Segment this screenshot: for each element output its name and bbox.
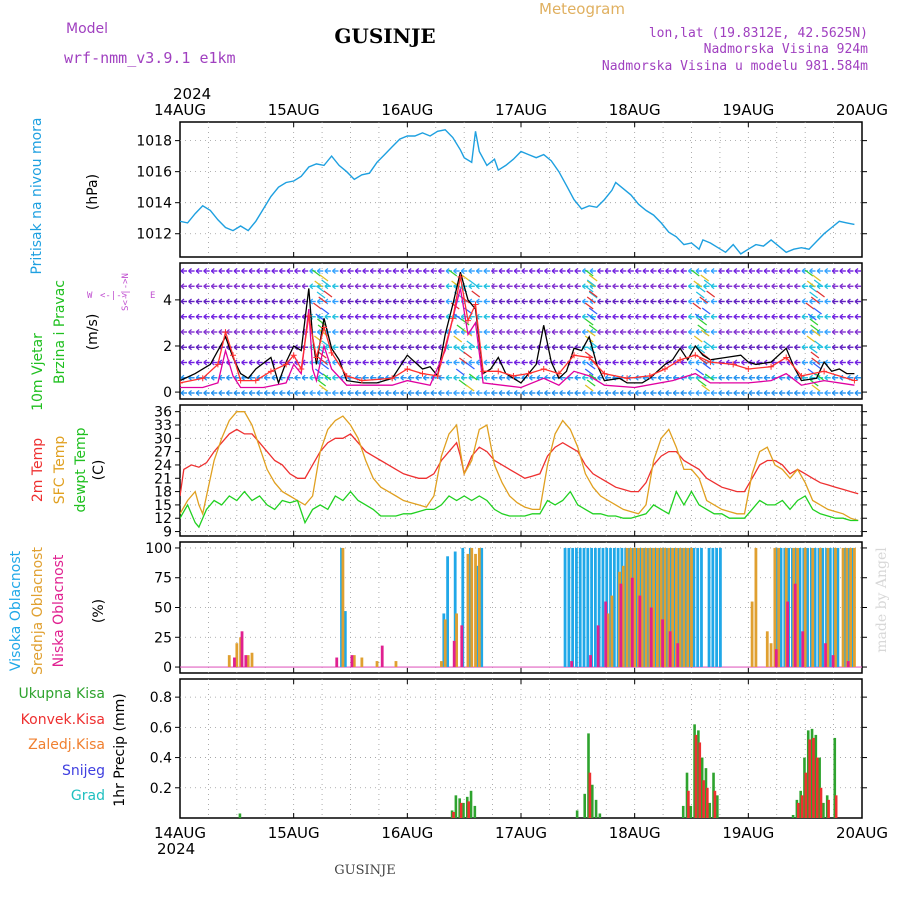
bar-konvek-kisa: [820, 788, 823, 818]
bar-visoka-oblacnost: [567, 548, 570, 667]
bar-visoka-oblacnost: [780, 548, 783, 667]
bar-ukupna-kisa: [792, 815, 795, 818]
bar-visoka-oblacnost: [583, 548, 586, 667]
wind-burst-arrow: [454, 336, 462, 342]
wind-burst-arrow: [817, 291, 825, 297]
series-line-0-0: [180, 130, 854, 254]
bar-niska-oblacnost: [570, 661, 573, 667]
gust-marker: [404, 366, 410, 372]
bar-srednja-oblacnost: [474, 554, 477, 667]
wind-ylabel-2: Brzina i Pravac: [52, 280, 68, 384]
bar-visoka-oblacnost: [564, 548, 567, 667]
model-label: Model: [66, 21, 109, 37]
y-tick-label: 12: [154, 511, 172, 528]
bar-niska-oblacnost: [676, 643, 679, 667]
bar-srednja-oblacnost: [228, 655, 231, 667]
bottom-tick-label: 18AUG: [608, 824, 661, 842]
panel-plot-area: [180, 130, 854, 254]
bar-srednja-oblacnost: [845, 548, 848, 667]
compass-text: S<-|->N: [121, 273, 131, 311]
bar-srednja-oblacnost: [353, 655, 356, 667]
bar-visoka-oblacnost: [571, 548, 574, 667]
bar-ukupna-kisa: [690, 806, 693, 818]
bar-ukupna-kisa: [716, 795, 719, 818]
pressure-unit: (hPa): [85, 173, 101, 211]
temperature-panel: [154, 405, 867, 541]
bottom-tick-label: 19AUG: [722, 824, 775, 842]
bar-ukupna-kisa: [595, 800, 598, 818]
bar-visoka-oblacnost: [715, 548, 718, 667]
bar-niska-oblacnost: [801, 631, 804, 667]
bar-niska-oblacnost: [233, 658, 236, 668]
gust-marker: [222, 329, 228, 335]
bar-srednja-oblacnost: [751, 602, 754, 668]
bar-srednja-oblacnost: [247, 655, 250, 667]
bar-ukupna-kisa: [682, 806, 685, 818]
bar-niska-oblacnost: [335, 658, 338, 668]
bottom-time-axis: [154, 824, 888, 842]
y-tick-label: 15: [154, 497, 172, 514]
bar-niska-oblacnost: [638, 596, 641, 667]
bar-srednja-oblacnost: [652, 548, 655, 667]
bar-srednja-oblacnost: [611, 596, 614, 667]
wind-burst-arrow: [813, 275, 821, 281]
y-tick-label: 0: [163, 660, 172, 677]
bar-visoka-oblacnost: [586, 548, 589, 667]
model-name: wrf-nmm_v3.9.1 e1km: [64, 49, 236, 67]
bar-niska-oblacnost: [453, 641, 456, 667]
top-tick-label: 18AUG: [608, 101, 661, 119]
bar-visoka-oblacnost: [446, 556, 449, 667]
y-tick-label: 0: [163, 385, 172, 402]
bar-visoka-oblacnost: [711, 548, 714, 667]
pressure-panel: [136, 122, 867, 257]
gust-marker: [821, 368, 827, 374]
bar-srednja-oblacnost: [690, 548, 693, 667]
bar-srednja-oblacnost: [440, 661, 443, 667]
wind-burst-arrow: [807, 336, 815, 342]
bar-niska-oblacnost: [847, 661, 850, 667]
bar-visoka-oblacnost: [594, 548, 597, 667]
wind-burst-arrow: [694, 336, 702, 342]
bar-srednja-oblacnost: [633, 548, 636, 667]
wind-burst-arrow: [811, 352, 819, 358]
bottom-tick-label: 17AUG: [495, 824, 547, 842]
bar-ukupna-kisa: [599, 813, 602, 818]
bar-niska-oblacnost: [794, 584, 797, 667]
y-tick-label: 33: [154, 417, 172, 434]
bar-visoka-oblacnost: [575, 548, 578, 667]
temp-label-2m: 2m Temp: [30, 437, 46, 503]
bar-ukupna-kisa: [462, 803, 465, 818]
wind-burst-arrow: [707, 291, 715, 297]
y-tick-label: 0.2: [149, 780, 172, 797]
top-tick-label: 19AUG: [722, 101, 775, 119]
bar-niska-oblacnost: [381, 646, 384, 667]
y-tick-label: 30: [154, 431, 172, 448]
temp-label-sfc: SFC Temp: [52, 435, 68, 505]
bar-srednja-oblacnost: [777, 548, 780, 667]
bar-visoka-oblacnost: [700, 548, 703, 667]
bar-niska-oblacnost: [669, 631, 672, 667]
model-elevation: Nadmorska Visina u modelu 981.584m: [601, 59, 868, 74]
bar-srednja-oblacnost: [804, 548, 807, 667]
bar-visoka-oblacnost: [696, 548, 699, 667]
bar-srednja-oblacnost: [444, 619, 447, 667]
cloud-unit: (%): [91, 598, 107, 624]
bar-ukupna-kisa: [239, 813, 242, 818]
bottom-tick-label: 20AUG: [836, 824, 888, 842]
wind-burst-arrow: [319, 385, 327, 391]
precip-panel: [150, 679, 867, 818]
bar-visoka-oblacnost: [480, 548, 483, 667]
gust-marker: [692, 352, 698, 358]
gust-marker: [541, 366, 547, 372]
bar-konvek-kisa: [460, 803, 463, 818]
y-tick-label: 1016: [136, 164, 172, 181]
legend-ukupna: Ukupna Kisa: [18, 686, 105, 702]
legend-zaledj: Zaledj.Kisa: [28, 737, 105, 753]
y-tick-label: 0.6: [149, 720, 172, 737]
bar-ukupna-kisa: [576, 810, 579, 818]
bar-srednja-oblacnost: [853, 548, 856, 667]
bottom-tick-label: 15AUG: [267, 824, 320, 842]
top-tick-label: 17AUG: [495, 101, 547, 119]
panel-plot-area: [239, 724, 838, 818]
wind-burst-arrow: [693, 303, 701, 309]
wind-ylabel-1: 10m Vjetar: [30, 333, 46, 411]
bar-visoka-oblacnost: [806, 548, 809, 667]
bar-srednja-oblacnost: [376, 661, 379, 667]
bar-konvek-kisa: [467, 801, 470, 818]
wind-burst-arrow: [589, 292, 597, 298]
wind-burst-arrow: [318, 380, 326, 386]
bar-ukupna-kisa: [455, 795, 458, 818]
gust-marker: [768, 364, 774, 370]
bar-srednja-oblacnost: [686, 548, 689, 667]
bar-niska-oblacnost: [824, 643, 827, 667]
pressure-ylabel: Pritisak na nivou mora: [29, 117, 45, 275]
bar-visoka-oblacnost: [579, 548, 582, 667]
bar-srednja-oblacnost: [679, 548, 682, 667]
wind-panel: [163, 263, 867, 401]
y-tick-label: 0.4: [149, 750, 172, 767]
bar-niska-oblacnost: [620, 584, 623, 667]
wind-burst-arrow: [466, 385, 474, 391]
precip-ylabel: 1hr Precip (mm): [112, 693, 128, 807]
bar-ukupna-kisa: [470, 791, 473, 818]
legend-konvek: Konvek.Kisa: [20, 712, 105, 728]
bar-konvek-kisa: [702, 780, 705, 818]
year-top: 2024: [173, 85, 212, 103]
bar-niska-oblacnost: [589, 655, 592, 667]
wind-burst-arrow: [459, 380, 467, 386]
bar-srednja-oblacnost: [766, 631, 769, 667]
bar-srednja-oblacnost: [455, 613, 458, 667]
y-tick-label: 1014: [136, 195, 172, 212]
bar-srednja-oblacnost: [622, 566, 625, 667]
wind-burst-arrow: [812, 385, 820, 391]
bar-srednja-oblacnost: [360, 658, 363, 668]
bar-srednja-oblacnost: [470, 548, 473, 667]
bar-ukupna-kisa: [474, 806, 477, 818]
y-tick-label: 0.8: [149, 690, 172, 707]
bar-srednja-oblacnost: [849, 548, 852, 667]
bar-visoka-oblacnost: [719, 548, 722, 667]
bar-konvek-kisa: [589, 773, 592, 818]
bar-srednja-oblacnost: [819, 548, 822, 667]
top-tick-label: 14AUG: [154, 101, 206, 119]
bar-niska-oblacnost: [351, 655, 354, 667]
y-tick-label: 24: [154, 457, 172, 474]
bar-srednja-oblacnost: [755, 548, 758, 667]
bar-niska-oblacnost: [775, 649, 778, 667]
wind-burst-arrow: [810, 319, 818, 325]
gust-marker: [419, 371, 425, 377]
y-tick-label: 100: [145, 540, 172, 557]
wind-burst-arrow: [324, 291, 332, 297]
bar-visoka-oblacnost: [602, 548, 605, 667]
station-title: GUSINJE: [334, 24, 436, 48]
bar-visoka-oblacnost: [708, 548, 711, 667]
bar-niska-oblacnost: [786, 602, 789, 668]
series-line-dewpt-temp: [180, 492, 858, 527]
bar-konvek-kisa: [835, 795, 838, 818]
compass-w: W: [87, 291, 93, 301]
wind-burst-arrow: [320, 275, 328, 281]
cloud-label-high: Visoka Oblacnost: [8, 550, 24, 672]
wind-burst-arrow: [806, 303, 814, 309]
wind-burst-arrow: [472, 291, 480, 297]
y-tick-label: 27: [154, 444, 172, 461]
gust-marker: [268, 368, 274, 374]
credit: made by Angel: [874, 547, 890, 653]
bar-konvek-kisa: [706, 788, 709, 818]
bar-srednja-oblacnost: [773, 548, 776, 667]
y-tick-label: 75: [154, 570, 172, 587]
bar-srednja-oblacnost: [478, 548, 481, 667]
wind-burst-arrow: [587, 380, 595, 386]
bar-srednja-oblacnost: [626, 548, 629, 667]
panel-plot-area: [177, 269, 861, 396]
bar-konvek-kisa: [801, 795, 804, 818]
bar-niska-oblacnost: [650, 608, 653, 668]
y-tick-label: 36: [154, 404, 172, 421]
gust-marker: [495, 368, 501, 374]
wind-burst-arrow: [702, 308, 710, 314]
y-tick-label: 2: [163, 338, 172, 355]
wind-unit: (m/s): [85, 313, 101, 351]
legend-snijeg: Snijeg: [61, 763, 105, 779]
y-tick-label: 50: [154, 600, 172, 617]
top-tick-label: 15AUG: [267, 101, 320, 119]
top-tick-label: 20AUG: [836, 101, 888, 119]
bar-ukupna-kisa: [591, 785, 594, 818]
bar-niska-oblacnost: [241, 631, 244, 667]
y-tick-label: 25: [154, 630, 172, 647]
temp-label-dewpt: dewpt Temp: [73, 427, 89, 513]
bar-srednja-oblacnost: [342, 548, 345, 667]
bar-srednja-oblacnost: [467, 554, 470, 667]
bar-niska-oblacnost: [597, 625, 600, 667]
bar-niska-oblacnost: [631, 578, 634, 667]
y-tick-label: 18: [154, 484, 172, 501]
bar-srednja-oblacnost: [671, 548, 674, 667]
bar-konvek-kisa: [816, 758, 819, 818]
bar-konvek-kisa: [698, 742, 701, 818]
top-time-axis: [154, 101, 888, 119]
cloud-panel: [145, 541, 867, 676]
footer-station: GUSINJE: [334, 863, 396, 878]
gust-marker: [745, 366, 751, 372]
bar-konvek-kisa: [827, 800, 830, 818]
bar-niska-oblacnost: [244, 655, 247, 667]
bar-srednja-oblacnost: [683, 548, 686, 667]
bar-konvek-kisa: [452, 812, 455, 818]
bottom-tick-label: 16AUG: [381, 824, 434, 842]
wind-burst-arrow: [457, 325, 465, 331]
wind-burst-arrow: [814, 308, 822, 314]
bar-visoka-oblacnost: [692, 548, 695, 667]
bar-srednja-oblacnost: [842, 548, 845, 667]
bar-ukupna-kisa: [822, 803, 825, 818]
bar-srednja-oblacnost: [770, 643, 773, 667]
bar-visoka-oblacnost: [821, 548, 824, 667]
bar-niska-oblacnost: [604, 602, 607, 668]
top-tick-label: 16AUG: [381, 101, 434, 119]
bar-srednja-oblacnost: [235, 643, 238, 667]
wind-burst-arrow: [317, 292, 325, 298]
wind-burst-arrow: [589, 325, 597, 331]
bar-konvek-kisa: [812, 738, 815, 818]
bar-srednja-oblacnost: [664, 548, 667, 667]
bar-visoka-oblacnost: [344, 611, 347, 667]
bar-ukupna-kisa: [708, 803, 711, 818]
bar-srednja-oblacnost: [607, 613, 610, 667]
bar-konvek-kisa: [797, 803, 800, 818]
bar-visoka-oblacnost: [814, 548, 817, 667]
bar-konvek-kisa: [695, 735, 698, 818]
wind-burst-arrow: [585, 385, 593, 391]
panel-plot-area: [180, 412, 858, 527]
bottom-tick-label: 14AUG: [154, 824, 206, 842]
bar-visoka-oblacnost: [799, 548, 802, 667]
bar-srednja-oblacnost: [796, 548, 799, 667]
product-title: Meteogram: [539, 0, 625, 18]
bar-srednja-oblacnost: [811, 548, 814, 667]
bar-srednja-oblacnost: [656, 548, 659, 667]
bar-visoka-oblacnost: [829, 548, 832, 667]
wind-burst-arrow: [810, 292, 818, 298]
bar-srednja-oblacnost: [645, 548, 648, 667]
y-tick-label: 21: [154, 471, 172, 488]
y-tick-label: 9: [163, 524, 172, 541]
y-tick-label: 1018: [136, 133, 172, 150]
legend-grad: Grad: [70, 788, 105, 804]
gust-marker: [177, 380, 183, 386]
cloud-label-mid: Srednja Oblacnost: [30, 547, 46, 675]
bar-konvek-kisa: [714, 791, 717, 818]
bar-ukupna-kisa: [583, 794, 586, 818]
bar-visoka-oblacnost: [613, 548, 616, 667]
bar-srednja-oblacnost: [834, 548, 837, 667]
bar-visoka-oblacnost: [590, 548, 593, 667]
bar-srednja-oblacnost: [395, 661, 398, 667]
compass-we: <-|->: [100, 291, 128, 301]
bar-srednja-oblacnost: [827, 548, 830, 667]
year-bottom: 2024: [157, 840, 196, 858]
wind-burst-arrow: [456, 369, 464, 375]
bar-niska-oblacnost: [832, 655, 835, 667]
wind-burst-arrow: [464, 352, 472, 358]
wind-burst-arrow: [813, 363, 821, 369]
coords: lon,lat (19.8312E, 42.5625N): [648, 26, 868, 41]
bar-srednja-oblacnost: [251, 653, 254, 667]
bar-srednja-oblacnost: [641, 548, 644, 667]
bar-niska-oblacnost: [460, 625, 463, 667]
cloud-label-low: Niska Oblacnost: [51, 554, 67, 668]
y-tick-label: 1012: [136, 226, 172, 243]
y-tick-label: 4: [163, 292, 172, 309]
bar-niska-oblacnost: [661, 619, 664, 667]
elevation: Nadmorska Visina 924m: [703, 42, 868, 57]
bar-visoka-oblacnost: [836, 548, 839, 667]
bar-konvek-kisa: [808, 739, 811, 818]
compass-e: E: [150, 291, 156, 301]
bar-konvek-kisa: [805, 773, 808, 818]
wind-burst-arrow: [585, 319, 593, 325]
bar-konvek-kisa: [687, 791, 690, 818]
temp-unit: (C): [91, 459, 107, 481]
